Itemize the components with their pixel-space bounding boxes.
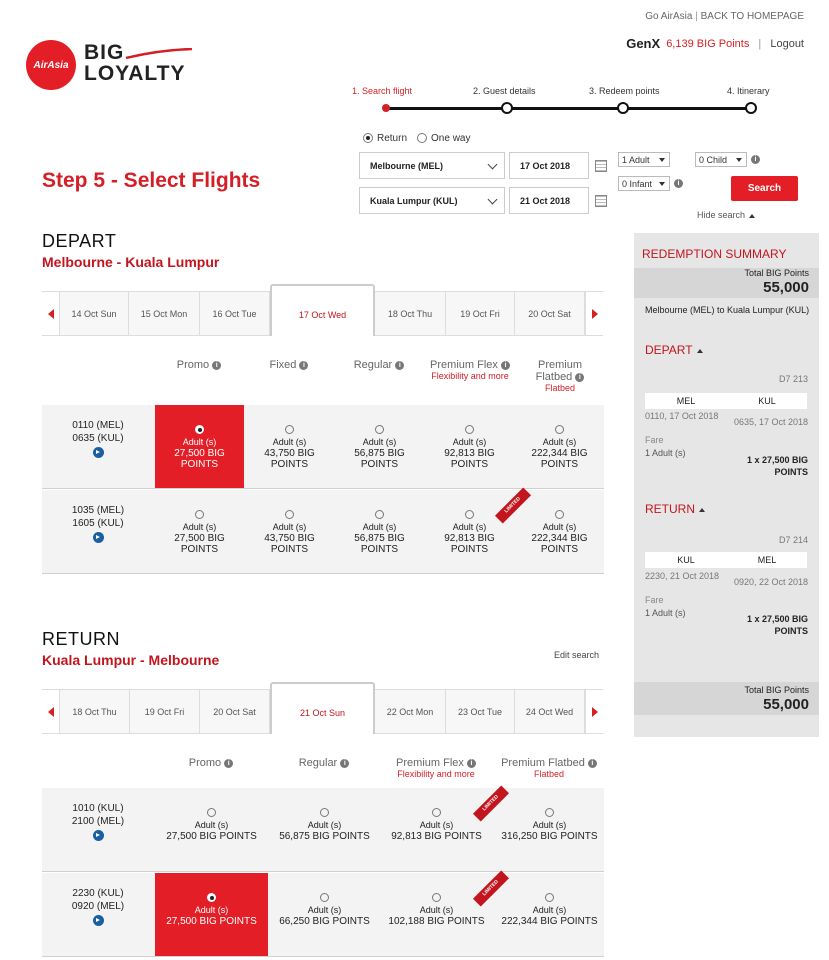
date-tab[interactable]: 14 Oct Sun xyxy=(60,292,129,335)
fare-points: 102,188 BIG POINTS xyxy=(388,916,485,927)
origin-select[interactable] xyxy=(359,152,505,179)
date-tab[interactable]: 15 Oct Mon xyxy=(129,292,200,335)
fare-pax-label: Adult (s) xyxy=(542,437,577,447)
return-arr-time: 0920, 22 Oct 2018 xyxy=(733,577,808,587)
departure-time: 1035 (MEL) xyxy=(71,505,125,516)
top-links xyxy=(645,11,804,22)
arrival-time: 2100 (MEL) xyxy=(71,816,125,827)
step-title: Step 5 - Select Flights xyxy=(42,169,261,192)
fare-points: 222,344 BIG POINTS xyxy=(531,533,588,555)
user-points: 6,139 BIG Points xyxy=(666,37,750,50)
fare-option[interactable] xyxy=(335,490,424,573)
total-label: Total BIG Points xyxy=(744,268,809,278)
fare-option[interactable] xyxy=(268,873,381,956)
fare-radio[interactable] xyxy=(285,510,294,519)
airasia-logo[interactable] xyxy=(26,40,76,90)
fare-points: 92,813 BIG POINTS xyxy=(391,831,482,842)
hide-search-link[interactable] xyxy=(697,210,755,220)
summary-depart-toggle[interactable]: DEPART xyxy=(645,343,703,357)
fare-radio[interactable] xyxy=(432,808,441,817)
logo-line-1: BIG xyxy=(84,41,125,64)
fare-points: 27,500 BIG POINTS xyxy=(166,916,257,927)
hide-search-label: Hide search xyxy=(697,210,746,220)
logo-brand-text: AirAsia xyxy=(33,59,69,71)
info-icon[interactable]: i xyxy=(501,361,510,370)
step-dot-2 xyxy=(501,102,513,114)
fare-option[interactable] xyxy=(515,490,604,573)
caret-down-icon xyxy=(659,158,665,162)
date-tab[interactable]: 23 Oct Tue xyxy=(446,690,515,733)
info-icon[interactable]: i xyxy=(212,361,221,370)
total-value: 55,000 xyxy=(763,279,809,296)
infant-value: 0 Infant xyxy=(622,178,653,189)
fare-header-premium-flex: Premium Flex i Flexibility and more xyxy=(396,757,475,779)
redemption-summary xyxy=(634,233,819,737)
depart-date-bar xyxy=(42,291,603,336)
pax-label: 1 Adult (s) xyxy=(645,448,686,458)
arrow-left-icon xyxy=(48,309,54,319)
depart-date-value: 17 Oct 2018 xyxy=(520,160,571,171)
return-radio[interactable]: Return xyxy=(363,133,407,144)
arrow-left-icon xyxy=(48,707,54,717)
edit-search-link[interactable]: Edit search xyxy=(554,650,600,660)
fare-radio[interactable] xyxy=(545,893,554,902)
step-label-3: 3. Redeem points xyxy=(589,86,660,96)
fare-radio[interactable] xyxy=(375,510,384,519)
flight-times xyxy=(42,802,154,845)
fare-pax-label: Adult (s) xyxy=(362,437,397,447)
caret-up-icon xyxy=(697,349,703,353)
fare-pax-label: Adult (s) xyxy=(272,522,307,532)
caret-up-icon xyxy=(699,508,705,512)
flight-details-icon[interactable] xyxy=(93,532,104,543)
total-label: Total BIG Points xyxy=(744,685,809,695)
pax-label: 1 Adult (s) xyxy=(645,608,686,618)
return-route: Kuala Lumpur - Melbourne xyxy=(42,652,220,668)
depart-title: DEPART xyxy=(42,231,117,251)
fare-points: 27,500 BIG POINTS xyxy=(174,448,225,470)
step-dot-3 xyxy=(617,102,629,114)
fare-radio[interactable] xyxy=(207,808,216,817)
fare-points: 56,875 BIG POINTS xyxy=(279,831,370,842)
prev-dates-arrow[interactable] xyxy=(42,292,60,335)
info-icon[interactable]: i xyxy=(340,759,349,768)
fare-header-premium-flatbed: Premium Flatbed i Flatbed xyxy=(490,757,608,779)
fare-radio[interactable] xyxy=(320,808,329,817)
fare-option[interactable] xyxy=(380,873,493,956)
return-flight-no: D7 214 xyxy=(778,535,808,545)
depart-to: KUL xyxy=(727,393,807,409)
info-icon[interactable]: i xyxy=(588,759,597,768)
fare-option[interactable] xyxy=(335,405,424,488)
fare-radio[interactable] xyxy=(195,510,204,519)
flight-times xyxy=(42,887,154,930)
fare-pax-label: Adult (s) xyxy=(419,820,454,830)
date-tab[interactable]: 22 Oct Mon xyxy=(375,690,446,733)
date-tab[interactable]: 19 Oct Fri xyxy=(446,292,515,335)
fare-label: Fare xyxy=(645,435,664,445)
flight-row xyxy=(42,490,604,574)
calendar-icon[interactable] xyxy=(595,160,607,172)
search-button[interactable]: Search xyxy=(731,176,798,201)
divider: | xyxy=(755,37,765,50)
chevron-down-icon xyxy=(488,160,498,170)
return-from: KUL xyxy=(645,552,727,568)
total-value: 55,000 xyxy=(763,696,809,713)
limited-badge: LIMITED xyxy=(495,487,531,523)
summary-title: REDEMPTION SUMMARY xyxy=(642,247,787,261)
fare-pax-label: Adult (s) xyxy=(542,522,577,532)
fare-pax-label: Adult (s) xyxy=(362,522,397,532)
departure-time: 2230 (KUL) xyxy=(72,888,124,899)
fare-pax-label: Adult (s) xyxy=(272,437,307,447)
limited-badge: LIMITED xyxy=(473,785,509,821)
info-icon[interactable]: i xyxy=(299,361,308,370)
fare-option[interactable] xyxy=(245,490,334,573)
date-tab[interactable]: 18 Oct Thu xyxy=(375,292,446,335)
destination-select[interactable] xyxy=(359,187,505,214)
fare-radio[interactable] xyxy=(545,808,554,817)
adult-select[interactable] xyxy=(618,152,670,167)
fare-option[interactable] xyxy=(425,490,514,573)
fare-radio[interactable] xyxy=(195,425,204,434)
return-fare-value: 1 x 27,500 BIG POINTS xyxy=(746,614,808,636)
fare-points: 43,750 BIG POINTS xyxy=(264,448,315,470)
fare-option[interactable] xyxy=(493,873,606,956)
fare-radio[interactable] xyxy=(555,425,564,434)
fare-pax-label: Adult (s) xyxy=(532,905,567,915)
info-icon[interactable]: i xyxy=(395,361,404,370)
flight-times xyxy=(42,504,154,547)
fare-points: 222,344 BIG POINTS xyxy=(501,916,598,927)
arrow-right-icon xyxy=(592,707,598,717)
progress-steps xyxy=(350,86,780,116)
flight-row xyxy=(42,873,604,957)
progress-line xyxy=(386,107,752,110)
fare-pax-label: Adult (s) xyxy=(194,905,229,915)
step-dot-1 xyxy=(382,104,390,112)
username: GenX xyxy=(626,36,661,51)
summary-route: Melbourne (MEL) to Kuala Lumpur (KUL) xyxy=(645,305,810,315)
depart-fare-value: 1 x 27,500 BIG POINTS xyxy=(746,455,808,477)
flight-details-icon[interactable] xyxy=(93,915,104,926)
info-icon[interactable]: i xyxy=(224,759,233,768)
fare-pax-label: Adult (s) xyxy=(182,437,217,447)
fare-points: 27,500 BIG POINTS xyxy=(174,533,225,555)
child-value: 0 Child xyxy=(699,154,728,165)
arrival-time: 0920 (MEL) xyxy=(71,901,125,912)
fare-points: 66,250 BIG POINTS xyxy=(279,916,370,927)
calendar-icon[interactable] xyxy=(595,195,607,207)
fare-header-premium-flatbed: Premium Flatbed i Flatbed xyxy=(524,359,596,393)
fare-pax-label: Adult (s) xyxy=(419,905,454,915)
trip-type xyxy=(363,133,470,144)
divider: | xyxy=(695,11,701,22)
info-icon[interactable]: i xyxy=(467,759,476,768)
fare-option[interactable] xyxy=(245,405,334,488)
fare-option[interactable] xyxy=(155,490,244,573)
fare-points: 316,250 BIG POINTS xyxy=(501,831,598,842)
logout-link[interactable]: Logout xyxy=(770,37,804,50)
depart-fare-block xyxy=(645,434,686,460)
date-tab-active[interactable]: 17 Oct Wed xyxy=(270,284,375,336)
date-tab[interactable]: 16 Oct Tue xyxy=(200,292,270,335)
limited-badge: LIMITED xyxy=(473,870,509,906)
return-date-field[interactable] xyxy=(509,187,589,214)
arrival-time: 0635 (KUL) xyxy=(72,433,124,444)
info-icon[interactable]: i xyxy=(751,155,760,164)
flight-row xyxy=(42,405,604,489)
step-label-2: 2. Guest details xyxy=(473,86,536,96)
depart-route: Melbourne - Kuala Lumpur xyxy=(42,254,220,270)
back-to-homepage-link[interactable]: BACK TO HOMEPAGE xyxy=(700,11,804,22)
fare-pax-label: Adult (s) xyxy=(307,820,342,830)
fare-option[interactable] xyxy=(155,873,268,956)
info-icon[interactable]: i xyxy=(674,179,683,188)
fare-radio[interactable] xyxy=(320,893,329,902)
arrow-right-icon xyxy=(592,309,598,319)
one-way-radio[interactable]: One way xyxy=(417,133,470,144)
fare-radio[interactable] xyxy=(465,510,474,519)
fare-radio[interactable] xyxy=(285,425,294,434)
fare-pax-label: Adult (s) xyxy=(532,820,567,830)
flight-details-icon[interactable] xyxy=(93,830,104,841)
date-tab[interactable]: 24 Oct Wed xyxy=(515,690,585,733)
fare-header-premium-flex: Premium Flex i Flexibility and more xyxy=(430,359,509,381)
depart-from: MEL xyxy=(645,393,727,409)
fare-label: Fare xyxy=(645,595,664,605)
fare-radio[interactable] xyxy=(375,425,384,434)
fare-header-promo: Promo i xyxy=(155,757,267,769)
fare-points: 92,813 BIG POINTS xyxy=(444,533,495,555)
fare-option[interactable] xyxy=(380,788,493,871)
logo-line-2: LOYALTY xyxy=(84,62,186,85)
fare-points: 56,875 BIG POINTS xyxy=(354,448,405,470)
flight-details-icon[interactable] xyxy=(93,447,104,458)
return-fare-block xyxy=(645,594,686,620)
date-tab[interactable]: 20 Oct Sat xyxy=(200,690,270,733)
go-airasia-link[interactable]: Go AirAsia xyxy=(645,11,693,22)
fare-radio[interactable] xyxy=(207,893,216,902)
return-date-value: 21 Oct 2018 xyxy=(520,195,571,206)
fare-option[interactable] xyxy=(493,788,606,871)
next-dates-arrow[interactable] xyxy=(585,690,603,733)
return-dep-time: 2230, 21 Oct 2018 xyxy=(645,571,720,581)
date-tab[interactable]: 18 Oct Thu xyxy=(60,690,130,733)
departure-time: 1010 (KUL) xyxy=(72,803,124,814)
fare-option[interactable] xyxy=(268,788,381,871)
info-icon[interactable]: i xyxy=(575,373,584,382)
origin-value: Melbourne (MEL) xyxy=(370,160,443,171)
next-dates-arrow[interactable] xyxy=(585,292,603,335)
return-title: RETURN xyxy=(42,629,120,649)
date-tab-active[interactable]: 21 Oct Sun xyxy=(270,682,375,734)
depart-flight-no: D7 213 xyxy=(778,374,808,384)
step-label-1: 1. Search flight xyxy=(352,86,413,96)
fare-points: 43,750 BIG POINTS xyxy=(264,533,315,555)
flight-row xyxy=(42,788,604,872)
prev-dates-arrow[interactable] xyxy=(42,690,60,733)
fare-points: 56,875 BIG POINTS xyxy=(354,533,405,555)
fare-option[interactable] xyxy=(155,788,268,871)
chevron-down-icon xyxy=(488,195,498,205)
arrival-time: 1605 (KUL) xyxy=(72,518,124,529)
summary-total-bottom xyxy=(634,682,819,715)
summary-total-top xyxy=(634,268,819,298)
adult-value: 1 Adult xyxy=(622,154,650,165)
step-label-4: 4. Itinerary xyxy=(727,86,770,96)
step-dot-4 xyxy=(745,102,757,114)
child-select[interactable] xyxy=(695,152,747,167)
caret-up-icon xyxy=(749,214,755,218)
fare-pax-label: Adult (s) xyxy=(452,437,487,447)
fare-header-regular: Regular i xyxy=(335,359,423,371)
date-tab[interactable]: 20 Oct Sat xyxy=(515,292,585,335)
fare-option[interactable] xyxy=(155,405,244,488)
flight-times xyxy=(42,419,154,462)
fare-header-fixed: Fixed i xyxy=(245,359,333,371)
fare-radio[interactable] xyxy=(555,510,564,519)
summary-return-toggle[interactable]: RETURN xyxy=(645,502,705,516)
fare-header-regular: Regular i xyxy=(268,757,380,769)
infant-select[interactable] xyxy=(618,176,670,191)
departure-time: 0110 (MEL) xyxy=(72,420,124,431)
return-date-bar xyxy=(42,689,603,734)
fare-option[interactable] xyxy=(515,405,604,488)
fare-points: 27,500 BIG POINTS xyxy=(166,831,257,842)
fare-pax-label: Adult (s) xyxy=(194,820,229,830)
fare-pax-label: Adult (s) xyxy=(452,522,487,532)
logo-swoosh-icon xyxy=(124,48,194,60)
fare-radio[interactable] xyxy=(465,425,474,434)
return-to: MEL xyxy=(727,552,807,568)
caret-down-icon xyxy=(659,182,665,186)
fare-option[interactable] xyxy=(425,405,514,488)
fare-points: 222,344 BIG POINTS xyxy=(531,448,588,470)
user-bar xyxy=(626,36,804,51)
destination-value: Kuala Lumpur (KUL) xyxy=(370,195,458,206)
fare-points: 92,813 BIG POINTS xyxy=(444,448,495,470)
date-tab[interactable]: 19 Oct Fri xyxy=(130,690,200,733)
caret-down-icon xyxy=(736,158,742,162)
fare-header-promo: Promo i xyxy=(155,359,243,371)
fare-radio[interactable] xyxy=(432,893,441,902)
depart-date-field[interactable] xyxy=(509,152,589,179)
fare-pax-label: Adult (s) xyxy=(307,905,342,915)
depart-arr-time: 0635, 17 Oct 2018 xyxy=(733,417,808,427)
depart-dep-time: 0110, 17 Oct 2018 xyxy=(645,411,719,421)
fare-pax-label: Adult (s) xyxy=(182,522,217,532)
